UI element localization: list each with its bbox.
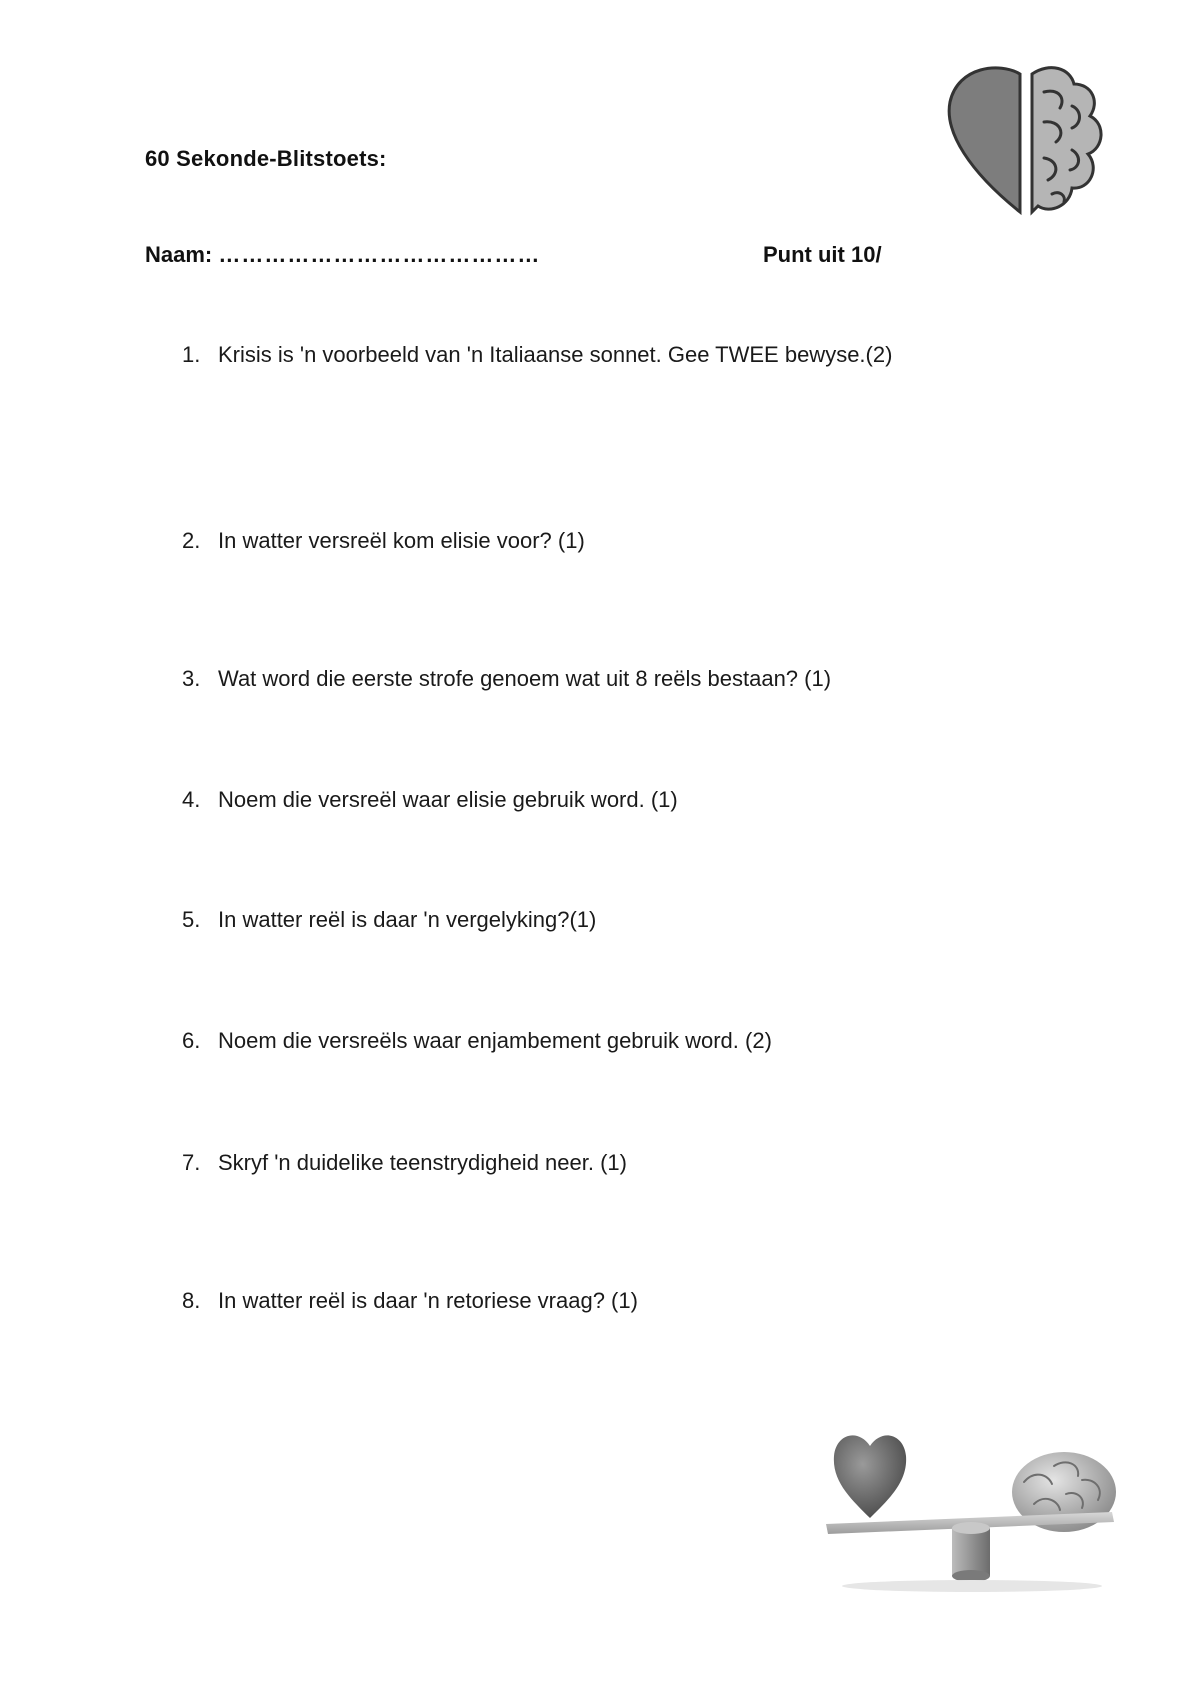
question-text: In watter versreël kom elisie voor? (1): [218, 528, 585, 553]
question-item: [182, 907, 596, 933]
question-number: 7.: [182, 1150, 201, 1175]
question-number: 3.: [182, 666, 201, 691]
question-number: 2.: [182, 528, 201, 553]
quiz-title: 60 Sekonde-Blitstoets:: [145, 146, 387, 171]
question-item: [182, 787, 678, 813]
question-item: [182, 1150, 627, 1176]
name-blank-line: ……………………………………: [218, 242, 541, 267]
question-number: 5.: [182, 907, 201, 932]
question-text: Noem die versreël waar elisie gebruik word. (1): [218, 787, 678, 812]
question-text: Krisis is 'n voorbeeld van 'n Italiaanse sonnet. Gee TWEE bewyse.(2): [218, 342, 893, 367]
heart-brain-icon: [940, 62, 1110, 220]
question-text: In watter reël is daar 'n vergelyking?(1): [218, 907, 597, 932]
question-item: [182, 1028, 772, 1054]
question-number: 1.: [182, 342, 201, 367]
score-label: Punt uit 10/: [763, 242, 882, 267]
question-number: 8.: [182, 1288, 201, 1313]
question-text: Skryf 'n duidelike teenstrydigheid neer. (1): [218, 1150, 627, 1175]
question-item: [182, 528, 585, 554]
question-text: Wat word die eerste strofe genoem wat uit 8 reëls bestaan? (1): [218, 666, 832, 691]
name-label: Naam:: [145, 242, 213, 267]
question-number: 4.: [182, 787, 201, 812]
question-item: [182, 1288, 638, 1314]
question-item: [182, 342, 892, 368]
heart-brain-balance-icon: [812, 1408, 1132, 1608]
question-item: [182, 666, 831, 692]
name-field: [145, 242, 540, 268]
question-number: 6.: [182, 1028, 201, 1053]
question-text: Noem die versreëls waar enjambement gebruik word. (2): [218, 1028, 772, 1053]
question-text: In watter reël is daar 'n retoriese vraag? (1): [218, 1288, 638, 1313]
